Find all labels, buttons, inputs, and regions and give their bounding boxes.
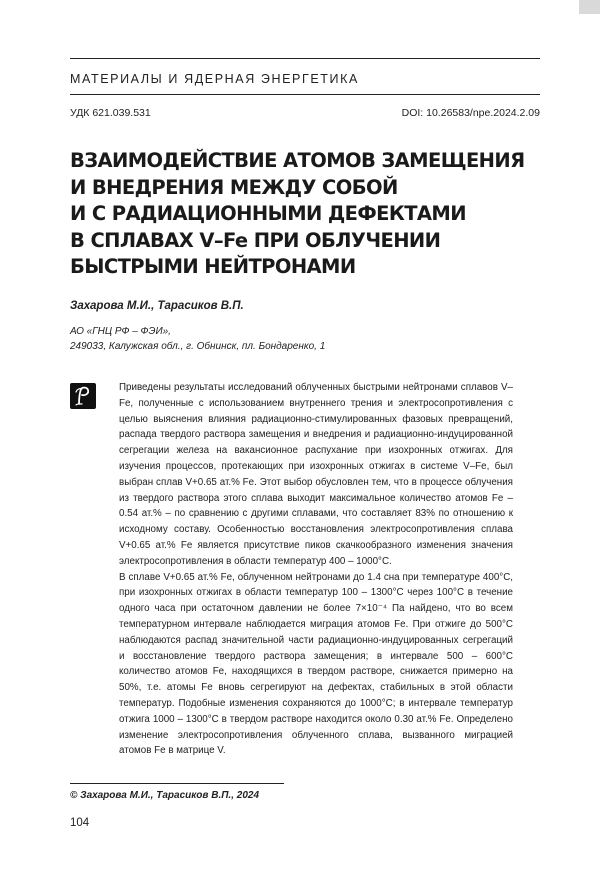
title-line: В СПЛАВАХ V–Fe ПРИ ОБЛУЧЕНИИ [70, 228, 441, 252]
copyright-notice: © Захарова М.И., Тарасиков В.П., 2024 [70, 790, 260, 801]
page-corner-tab [579, 0, 600, 14]
header-bottom-rule [70, 94, 540, 95]
abstract-paragraph: В сплаве V+0.65 ат.% Fe, облученном нейтронами до 1.4 сна при температуре 400°С, при изохронных отжигах в области температур 100 – 1300°С через 100°С в течение одного часа при остаточном давлении не более 7×10⁻⁴ Па найдено, что во всем температурном интервале наблюдается миграция атомов Fe. При отжиге до 500°С наблюдаются распад значительной части радиационно-индуцированных сегрегаций и восстановление твердого раствора замещения; в интервале 500 – 600°С количество атомов Fe, находящихся в твердом растворе, снижается примерно на 50%, т.е. атомы Fe вновь сегрегируют на дефектах, стабильных в этой области температур. Подобные изменения сохраняются до 1000°С; в интервале температур отжига 1000 – 1300°С в твердом растворе находится около 0.30 ат.% Fe. Определено изменение электросопротивления облученного сплава, вызванного миграцией атомов Fe в матрице V. [119, 571, 513, 757]
footnote-rule [70, 783, 284, 784]
article-abstract [119, 380, 513, 759]
udk-code: УДК 621.039.531 [70, 107, 151, 119]
affiliation-line: 249033, Калужская обл., г. Обнинск, пл. Бондаренко, 1 [70, 341, 326, 352]
doi-identifier: DOI: 10.26583/npe.2024.2.09 [401, 107, 540, 119]
title-line: ВЗАИМОДЕЙСТВИЕ АТОМОВ ЗАМЕЩЕНИЯ [70, 149, 525, 172]
article-title [70, 148, 540, 281]
title-line: БЫСТРЫМИ НЕЙТРОНАМИ [70, 255, 356, 278]
abstract-paragraph: Приведены результаты исследований облученных быстрыми нейтронами сплавов V–Fe, полученные с использованием внутреннего трения и электросопротивления с целью выяснения влияния радиационно-стимулированных фазовых превращений, распада твердого раствора замещения и внедрения и радиационно-индуцированной сегрегации железа на вакансионное распухание при изохронных отжигах. Для изучения процессов, протекающих при изохронных отжигах в системе V–Fe, был выбран сплав V+0.65 ат.% Fe. Этот выбор обусловлен тем, что в процессе облучения из твердого раствора этого сплава выходит максимальное количество атомов Fe – 0.54 ат.% – по сравнению с другими сплавами, что составляет 83% по отношению к исходному составу. Особенностью восстановления электросопротивления сплава V+0.65 ат.% Fe является присутствие пиков скачкообразного изменения значения электросопротивления в области температур 400 – 1000°С. [119, 382, 513, 567]
title-line: И С РАДИАЦИОННЫМИ ДЕФЕКТАМИ [70, 202, 466, 225]
script-p-logo-icon [70, 383, 96, 409]
journal-name: МАТЕРИАЛЫ И ЯДЕРНАЯ ЭНЕРГЕТИКА [70, 72, 359, 86]
title-line: И ВНЕДРЕНИЯ МЕЖДУ СОБОЙ [70, 175, 398, 199]
author-affiliation [70, 324, 325, 354]
header-top-rule [70, 58, 540, 59]
affiliation-line: АО «ГНЦ РФ – ФЭИ», [70, 326, 171, 337]
page-number: 104 [70, 817, 90, 829]
article-authors: Захарова М.И., Тарасиков В.П. [70, 300, 244, 312]
